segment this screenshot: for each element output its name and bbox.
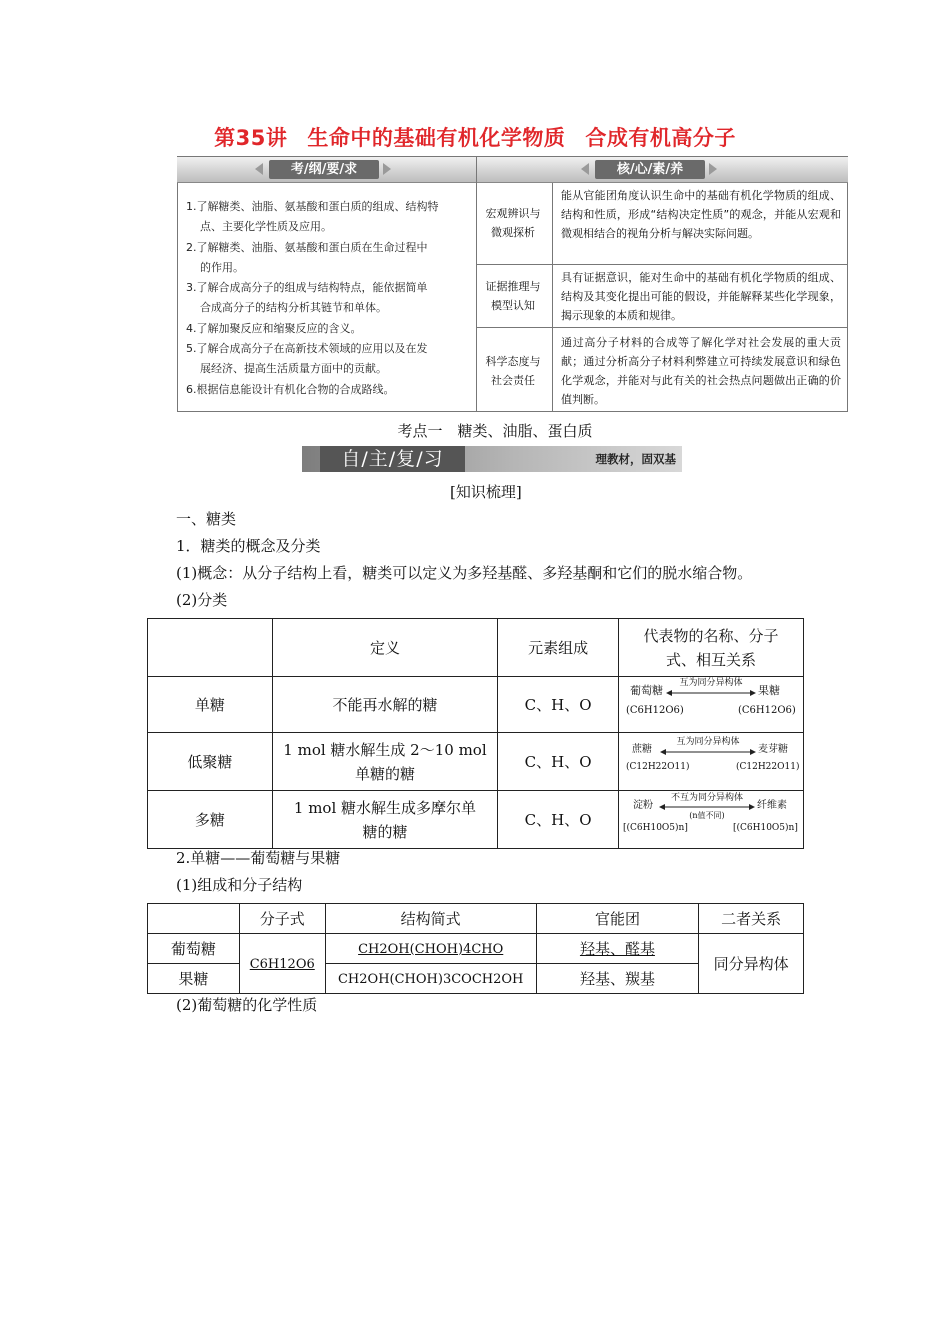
literacy-row (477, 328, 848, 411)
header-representatives (618, 619, 803, 677)
relation-cell: 同分异构体 (699, 934, 804, 994)
heading-2: 1．糖类的概念及分类 (176, 537, 321, 555)
title-main: 生命中的基础有机化学物质 (307, 126, 566, 150)
requirements-list (186, 197, 471, 400)
column-divider (552, 328, 553, 411)
formula-a: (C6H12O6) (625, 705, 684, 716)
sugar-classification-table (147, 618, 804, 849)
formula-text: C6H12O6 (249, 956, 315, 972)
table-header-row (148, 904, 804, 934)
formula-b: [(C6H10O5)n] (732, 823, 798, 833)
formula-a: [(C6H10O5)n] (622, 823, 688, 833)
band-title: 自/主/复/习 (320, 446, 465, 472)
group-text: 羟基、醛基 (579, 939, 655, 958)
functional-group (536, 934, 699, 964)
concept-paragraph: (1)概念：从分子结构上看，糖类可以定义为多羟基醛、多羟基酮和它们的脱水缩合物。 (176, 564, 753, 582)
bracket-heading: [知识梳理] (450, 483, 522, 501)
literacy-label-line: 科学态度与 (485, 355, 541, 368)
requirement-line: 5.了解合成高分子在高新技术领域的应用以及在发 (186, 342, 428, 356)
relation-graphic (625, 737, 800, 779)
heading-glucose-properties: (2)葡萄糖的化学性质 (176, 996, 318, 1014)
definition-line: 1 mol 糖水解生成 2～10 mol (283, 740, 487, 759)
relation-label: 互为同分异构体 (676, 737, 740, 747)
sugar-definition (272, 733, 497, 791)
structural-formula (325, 934, 536, 964)
header-structure: 结构简式 (325, 904, 536, 934)
header-definition: 定义 (272, 619, 497, 677)
heading-1: 一、糖类 (176, 510, 237, 528)
section-subtitle: 考点一 糖类、油脂、蛋白质 (397, 422, 593, 440)
objectives-header-bar (177, 157, 848, 183)
formula-b: (C6H12O6) (737, 705, 796, 716)
definition-line: 不能再水解的糖 (332, 695, 438, 714)
sugar-elements: C、H、O (498, 677, 619, 733)
literacy-row (477, 183, 848, 265)
requirement-line: 的作用。 (200, 260, 244, 274)
literacy-label-line: 微观探析 (491, 226, 535, 239)
definition-line: 单糖的糖 (354, 764, 415, 783)
right-arrow-icon (383, 163, 391, 175)
requirements-tag: 考/纲/要/求 (269, 160, 379, 179)
relation-label: 互为同分异构体 (679, 678, 743, 688)
compound-b: 麦芽糖 (757, 744, 788, 755)
table-row (148, 733, 804, 791)
relation-diagram (618, 791, 803, 849)
header-elements: 元素组成 (498, 619, 619, 677)
literacy-row (477, 265, 848, 328)
header-group: 官能团 (536, 904, 699, 934)
literacy-tag: 核/心/素/养 (595, 160, 705, 179)
compound-a: 葡萄糖 (629, 684, 663, 697)
relation-graphic (623, 794, 799, 838)
literacy-label-line: 证据推理与 (485, 280, 541, 293)
compound-b: 纤维素 (756, 800, 787, 811)
literacy-text: 具有证据意识，能对生命中的基础有机化学物质的组成、结构及其变化提出可能的假设，并能解释某些化学现象，揭示现象的本质和规律。 (561, 271, 841, 322)
requirement-line: 4.了解加聚反应和缩聚反应的含义。 (186, 321, 362, 335)
requirement-line: 6.根据信息能设计有机化合物的合成路线。 (186, 382, 395, 396)
double-arrow-icon (660, 748, 756, 756)
literacy-text: 通过高分子材料的合成等了解化学对社会发展的重大贡献；通过分析高分子材料利弊建立可持续发展意识和绿色化学观念，并能对与此有关的社会热点问题做出正确的价值判断。 (561, 336, 841, 406)
sugar-elements: C、H、O (498, 791, 619, 849)
compound-a: 淀粉 (632, 800, 653, 811)
header-relation: 二者关系 (699, 904, 804, 934)
sugar-definition (272, 677, 497, 733)
compound-b: 果糖 (757, 684, 780, 697)
left-arrow-icon (581, 163, 589, 175)
sugar-name: 果糖 (148, 964, 240, 994)
requirement-line: 点、主要化学性质及应用。 (200, 220, 332, 234)
requirement-line: 合成高分子的结构分析其链节和单体。 (200, 301, 387, 315)
sugar-elements: C、H、O (498, 733, 619, 791)
literacy-label-line: 宏观辨识与 (485, 207, 541, 220)
sugar-definition (272, 791, 497, 849)
requirement-line: 1.了解糖类、油脂、氨基酸和蛋白质的组成、结构特 (186, 200, 439, 213)
header-line: 代表物的名称、分子 (643, 626, 779, 645)
functional-group: 羟基、羰基 (536, 964, 699, 994)
glucose-fructose-table (147, 903, 804, 994)
literacy-label-line: 社会责任 (491, 374, 535, 387)
literacy-label (477, 204, 549, 242)
title-secondary: 合成有机高分子 (585, 126, 736, 150)
table-header-row (148, 619, 804, 677)
formula-b: (C12H22O11) (735, 762, 800, 772)
title-lecture: 第35讲 (214, 126, 288, 150)
header-formula: 分子式 (239, 904, 325, 934)
relation-diagram (618, 677, 803, 733)
table-row (148, 791, 804, 849)
left-arrow-icon (255, 163, 263, 175)
table-cell (148, 619, 273, 677)
relation-label: 不互为同分异构体 (670, 793, 743, 803)
double-arrow-icon (659, 803, 755, 811)
literacy-label (477, 352, 549, 390)
column-divider (552, 265, 553, 327)
column-divider (552, 183, 553, 264)
table-cell (148, 904, 240, 934)
relation-graphic (626, 680, 796, 722)
double-arrow-icon (666, 689, 756, 697)
structural-formula (325, 964, 536, 994)
sugar-type: 多糖 (148, 791, 273, 849)
sugar-name: 葡萄糖 (148, 934, 240, 964)
sugar-type: 单糖 (148, 677, 273, 733)
definition-line: 糖的糖 (362, 822, 408, 841)
subheading-structure: (1)组成和分子结构 (176, 876, 303, 894)
molecular-formula (239, 934, 325, 994)
relation-note: (n值不同) (689, 811, 725, 820)
literacy-text: 能从官能团角度认识生命中的基础有机化学物质的组成、结构和性质，形成“结构决定性质”的观念，并能从宏观和微观相结合的视角分析与解决实际问题。 (561, 189, 841, 240)
literacy-label (477, 277, 549, 315)
band-slogan: 理教材，固双基 (595, 452, 676, 466)
table-row (148, 677, 804, 733)
struct-text: CH2OH(CHOH)4CHO (358, 941, 504, 957)
table-row (148, 934, 804, 964)
right-arrow-icon (709, 163, 717, 175)
compound-a: 蔗糖 (631, 744, 652, 755)
classify-heading: (2)分类 (176, 591, 228, 609)
heading-monosaccharide: 2.单糖——葡萄糖与果糖 (176, 849, 341, 867)
definition-line: 1 mol 糖水解生成多摩尔单 (293, 798, 477, 817)
struct-text: CH2OH(CHOH)3COCH2OH (337, 971, 524, 987)
literacy-label-line: 模型认知 (491, 299, 535, 312)
requirement-line: 2.了解糖类、油脂、氨基酸和蛋白质在生命过程中 (186, 240, 428, 254)
sugar-type: 低聚糖 (148, 733, 273, 791)
requirement-line: 3.了解合成高分子的组成与结构特点，能依据简单 (186, 281, 428, 295)
formula-a: (C12H22O11) (625, 762, 690, 772)
header-line: 式、相互关系 (665, 650, 756, 669)
relation-diagram (618, 733, 803, 791)
requirement-line: 展经济、提高生活质量方面中的贡献。 (200, 362, 387, 376)
page-title (0, 122, 950, 152)
